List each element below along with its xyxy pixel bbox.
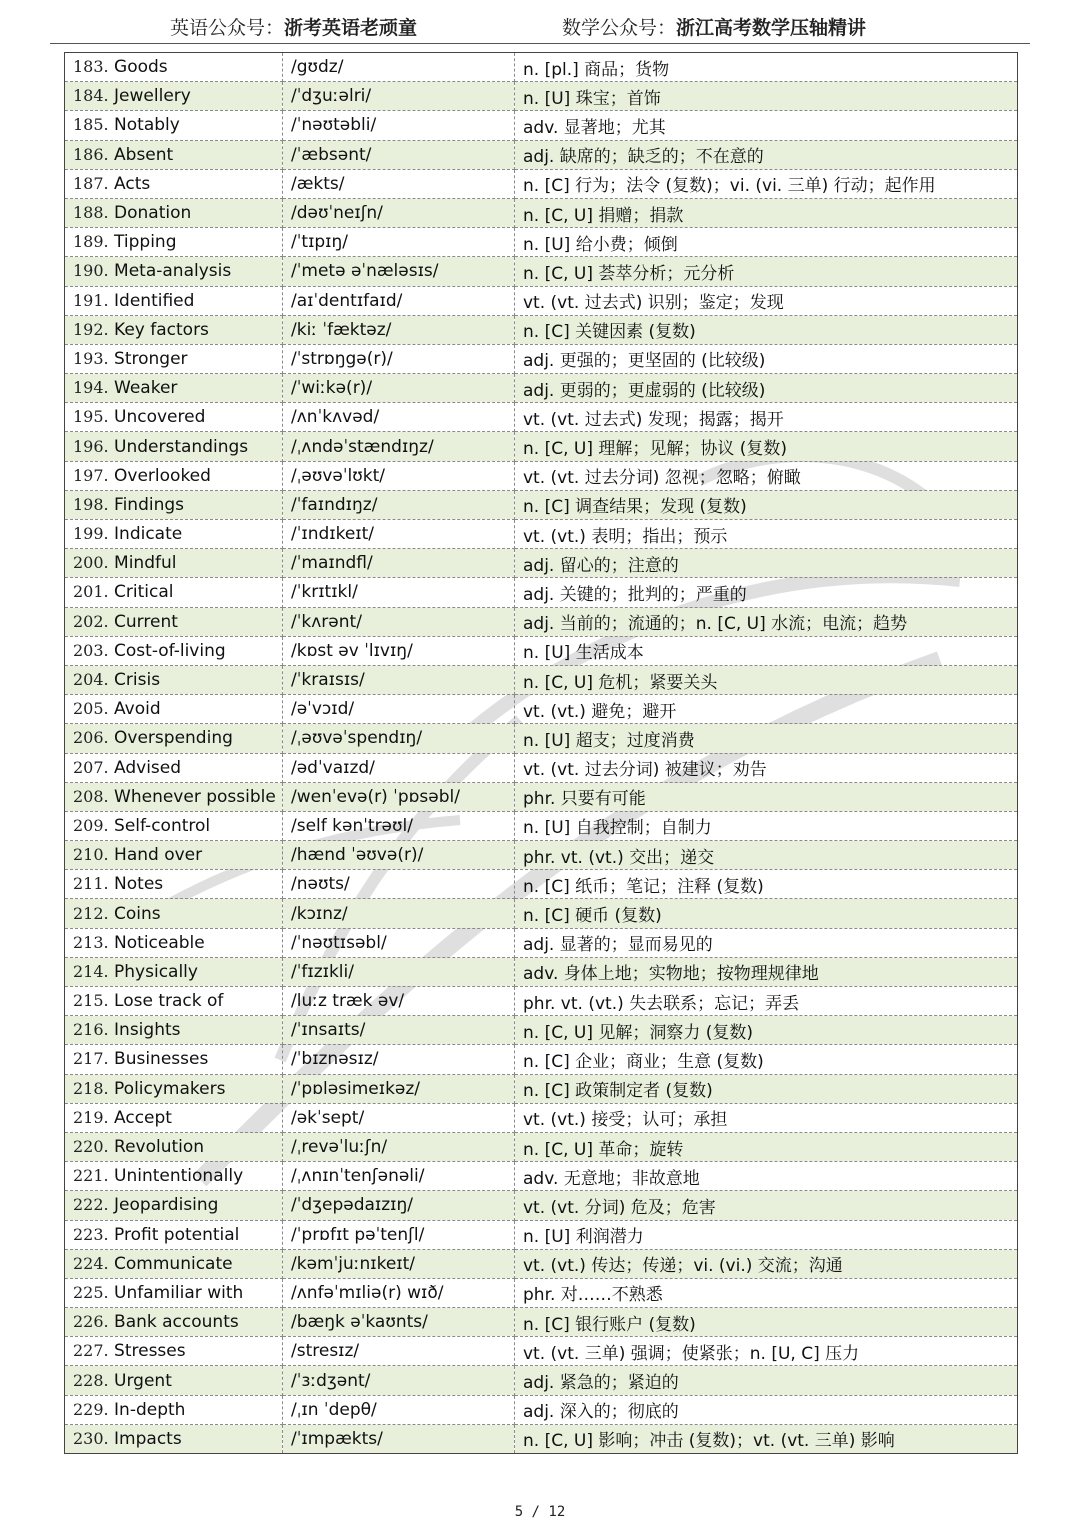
phonetic-cell: /ˌɪn ˈdepθ/: [283, 1395, 515, 1424]
entry-word: Overlooked: [114, 465, 211, 486]
phonetic-cell: /ˈmetə əˈnæləsɪs/: [283, 257, 515, 286]
entry-word: Noticeable: [114, 932, 205, 953]
meaning-cell: adj. 更强的；更坚固的 (比较级): [515, 344, 1018, 373]
phonetic-cell: /dəʊˈneɪʃn/: [283, 198, 515, 227]
word-cell: [65, 724, 283, 753]
meaning-cell: vt. (vt.) 接受；认可；承担: [515, 1103, 1018, 1132]
word-cell: [65, 899, 283, 928]
table-row: [65, 870, 1018, 899]
entry-word: In-depth: [114, 1399, 186, 1420]
word-cell: [65, 1132, 283, 1161]
phonetic-cell: /ˌəʊvəˈspendɪŋ/: [283, 724, 515, 753]
phonetic-cell: /ˈkraɪsɪs/: [283, 665, 515, 694]
meaning-cell: adj. 留心的；注意的: [515, 549, 1018, 578]
entry-word: Bank accounts: [114, 1312, 239, 1333]
entry-number: 200.: [73, 553, 109, 573]
table-row: [65, 257, 1018, 286]
entry-number: 186.: [73, 144, 109, 164]
math-account-name: 浙江高考数学压轴精讲: [676, 17, 867, 39]
entry-word: Self-control: [114, 815, 211, 836]
entry-number: 194.: [73, 378, 109, 398]
meaning-cell: phr. vt. (vt.) 交出；递交: [515, 841, 1018, 870]
entry-number: 205.: [73, 699, 109, 719]
table-row: [65, 1074, 1018, 1103]
word-cell: [65, 1424, 283, 1453]
word-cell: [65, 198, 283, 227]
meaning-cell: n. [C] 硬币 (复数): [515, 899, 1018, 928]
entry-number: 189.: [73, 232, 109, 252]
entry-number: 225.: [73, 1282, 109, 1302]
word-cell: [65, 432, 283, 461]
meaning-cell: n. [C] 银行账户 (复数): [515, 1308, 1018, 1337]
word-cell: [65, 1278, 283, 1307]
phonetic-cell: /ʌnfəˈmɪliə(r) wɪð/: [283, 1278, 515, 1307]
entry-word: Jewellery: [114, 86, 191, 107]
entry-word: Current: [114, 611, 178, 632]
entry-word: Impacts: [114, 1428, 182, 1449]
vocabulary-table: [64, 52, 1018, 1454]
phonetic-cell: /ˈdʒepədaɪzɪŋ/: [283, 1191, 515, 1220]
phonetic-cell: /luːz træk əv/: [283, 987, 515, 1016]
entry-number: 223.: [73, 1224, 109, 1244]
meaning-cell: n. [U] 超支；过度消费: [515, 724, 1018, 753]
page-header: [0, 10, 1080, 46]
phonetic-cell: /self kənˈtrəʊl/: [283, 811, 515, 840]
phonetic-cell: /ˌəʊvəˈlʊkt/: [283, 461, 515, 490]
entry-word: Unfamiliar with: [114, 1282, 244, 1303]
phonetic-cell: /ˈtɪpɪŋ/: [283, 228, 515, 257]
table-row: [65, 1249, 1018, 1278]
word-cell: [65, 1074, 283, 1103]
word-cell: [65, 1308, 283, 1337]
entry-number: 227.: [73, 1341, 109, 1361]
meaning-cell: adj. 显著的；显而易见的: [515, 928, 1018, 957]
meaning-cell: phr. 只要有可能: [515, 782, 1018, 811]
entry-word: Unintentionally: [114, 1166, 244, 1187]
phonetic-cell: /ˈbɪznəsɪz/: [283, 1045, 515, 1074]
phonetic-cell: /ˈæbsənt/: [283, 140, 515, 169]
word-cell: [65, 140, 283, 169]
entry-number: 208.: [73, 786, 109, 806]
word-cell: [65, 636, 283, 665]
entry-word: Crisis: [114, 670, 161, 691]
phonetic-cell: /ˈɪnsaɪts/: [283, 1016, 515, 1045]
phonetic-cell: /əkˈsept/: [283, 1103, 515, 1132]
table-row: [65, 374, 1018, 403]
phonetic-cell: /kiː ˈfæktəz/: [283, 315, 515, 344]
meaning-cell: n. [C] 行为；法令 (复数)；vi. (vi. 三单) 行动；起作用: [515, 169, 1018, 198]
meaning-cell: n. [C] 调查结果；发现 (复数): [515, 490, 1018, 519]
meaning-cell: vt. (vt. 过去分词) 忽视；忽略；俯瞰: [515, 461, 1018, 490]
entry-word: Stronger: [114, 348, 188, 369]
word-cell: [65, 695, 283, 724]
table-row: [65, 636, 1018, 665]
table-row: [65, 140, 1018, 169]
entry-number: 221.: [73, 1166, 109, 1186]
word-cell: [65, 374, 283, 403]
phonetic-cell: /ədˈvaɪzd/: [283, 753, 515, 782]
table-row: [65, 1278, 1018, 1307]
table-row: [65, 1337, 1018, 1366]
table-row: [65, 1220, 1018, 1249]
table-row: [65, 841, 1018, 870]
phonetic-cell: /kɒst əv ˈlɪvɪŋ/: [283, 636, 515, 665]
entry-word: Cost-of-living: [114, 640, 226, 661]
meaning-cell: n. [U] 给小费；倾倒: [515, 228, 1018, 257]
table-row: [65, 461, 1018, 490]
entry-word: Weaker: [114, 378, 178, 399]
word-cell: [65, 782, 283, 811]
entry-number: 219.: [73, 1107, 109, 1127]
phonetic-cell: /ʌnˈkʌvəd/: [283, 403, 515, 432]
entry-number: 183.: [73, 57, 109, 77]
entry-word: Overspending: [114, 728, 233, 749]
word-cell: [65, 1016, 283, 1045]
entry-word: Notably: [114, 115, 180, 136]
phonetic-cell: /əˈvɔɪd/: [283, 695, 515, 724]
entry-number: 216.: [73, 1020, 109, 1040]
entry-word: Profit potential: [114, 1224, 240, 1245]
entry-word: Mindful: [114, 553, 177, 574]
word-cell: [65, 461, 283, 490]
entry-number: 211.: [73, 874, 109, 894]
entry-number: 202.: [73, 611, 109, 631]
entry-number: 198.: [73, 494, 109, 514]
word-cell: [65, 987, 283, 1016]
table-row: [65, 665, 1018, 694]
entry-word: Stresses: [114, 1341, 186, 1362]
phonetic-cell: /ˈfɪzɪkli/: [283, 957, 515, 986]
entry-word: Accept: [114, 1107, 172, 1128]
word-cell: [65, 257, 283, 286]
phonetic-cell: /ˈɜːdʒənt/: [283, 1366, 515, 1395]
table-row: [65, 1308, 1018, 1337]
table-row: [65, 1045, 1018, 1074]
meaning-cell: vt. (vt. 过去分词) 被建议；劝告: [515, 753, 1018, 782]
word-cell: [65, 928, 283, 957]
table-row: [65, 695, 1018, 724]
word-cell: [65, 490, 283, 519]
word-cell: [65, 1366, 283, 1395]
meaning-cell: n. [C] 关键因素 (复数): [515, 315, 1018, 344]
entry-word: Uncovered: [114, 407, 206, 428]
entry-word: Absent: [114, 144, 174, 165]
table-row: [65, 549, 1018, 578]
table-row: [65, 198, 1018, 227]
table-row: [65, 1366, 1018, 1395]
word-cell: [65, 549, 283, 578]
entry-word: Jeopardising: [114, 1195, 219, 1216]
table-row: [65, 811, 1018, 840]
meaning-cell: vt. (vt.) 表明；指出；预示: [515, 520, 1018, 549]
word-cell: [65, 841, 283, 870]
phonetic-cell: /ˈstrɒŋgə(r)/: [283, 344, 515, 373]
entry-number: 213.: [73, 932, 109, 952]
phonetic-cell: /ˈɪmpækts/: [283, 1424, 515, 1453]
entry-number: 191.: [73, 290, 109, 310]
phonetic-cell: /ˈɪndɪkeɪt/: [283, 520, 515, 549]
table-row: [65, 53, 1018, 82]
entry-word: Understandings: [114, 436, 249, 457]
entry-word: Hand over: [114, 845, 203, 866]
word-cell: [65, 607, 283, 636]
table-row: [65, 344, 1018, 373]
entry-number: 185.: [73, 115, 109, 135]
phonetic-cell: /ˈpɒləsimeɪkəz/: [283, 1074, 515, 1103]
table-row: [65, 1191, 1018, 1220]
phonetic-cell: /bæŋk əˈkaʊnts/: [283, 1308, 515, 1337]
entry-word: Goods: [114, 57, 168, 78]
phonetic-cell: /ˈprɒfɪt pəˈtenʃl/: [283, 1220, 515, 1249]
entry-number: 184.: [73, 86, 109, 106]
entry-number: 206.: [73, 728, 109, 748]
table-row: [65, 111, 1018, 140]
english-account-name: 浙考英语老顽童: [284, 17, 418, 39]
word-cell: [65, 1045, 283, 1074]
word-cell: [65, 1162, 283, 1191]
entry-number: 197.: [73, 465, 109, 485]
word-cell: [65, 1191, 283, 1220]
meaning-cell: vt. (vt.) 传达；传递；vi. (vi.) 交流；沟通: [515, 1249, 1018, 1278]
entry-number: 218.: [73, 1078, 109, 1098]
meaning-cell: n. [C, U] 危机；紧要关头: [515, 665, 1018, 694]
table-row: [65, 607, 1018, 636]
meaning-cell: vt. (vt. 三单) 强调；使紧张；n. [U, C] 压力: [515, 1337, 1018, 1366]
meaning-cell: n. [C, U] 影响；冲击 (复数)；vt. (vt. 三单) 影响: [515, 1424, 1018, 1453]
entry-word: Revolution: [114, 1137, 205, 1158]
english-account-label: 英语公众号：浙考英语老顽童: [170, 17, 418, 39]
phonetic-cell: /ˈwiːkə(r)/: [283, 374, 515, 403]
table-row: [65, 928, 1018, 957]
phonetic-cell: /ˈkrɪtɪkl/: [283, 578, 515, 607]
word-cell: [65, 169, 283, 198]
phonetic-cell: /hænd ˈəʊvə(r)/: [283, 841, 515, 870]
meaning-cell: n. [C, U] 见解；洞察力 (复数): [515, 1016, 1018, 1045]
entry-word: Critical: [114, 582, 174, 603]
entry-number: 196.: [73, 436, 109, 456]
meaning-cell: phr. vt. (vt.) 失去联系；忘记；弄丢: [515, 987, 1018, 1016]
meaning-cell: n. [C, U] 革命；旋转: [515, 1132, 1018, 1161]
page-number: 5 / 12: [514, 1504, 566, 1520]
meaning-cell: n. [C, U] 理解；见解；协议 (复数): [515, 432, 1018, 461]
phonetic-cell: /ˈmaɪndfl/: [283, 549, 515, 578]
phonetic-cell: /kəmˈjuːnɪkeɪt/: [283, 1249, 515, 1278]
entry-number: 228.: [73, 1370, 109, 1390]
phonetic-cell: /ˈdʒuːəlri/: [283, 82, 515, 111]
phonetic-cell: /wenˈevə(r) ˈpɒsəbl/: [283, 782, 515, 811]
entry-number: 220.: [73, 1137, 109, 1157]
table-row: [65, 782, 1018, 811]
word-cell: [65, 315, 283, 344]
entry-word: Insights: [114, 1020, 181, 1041]
entry-number: 224.: [73, 1253, 109, 1273]
word-cell: [65, 53, 283, 82]
entry-word: Advised: [114, 757, 182, 778]
entry-word: Tipping: [114, 232, 177, 253]
phonetic-cell: /ˈnəʊtɪsəbl/: [283, 928, 515, 957]
meaning-cell: n. [U] 生活成本: [515, 636, 1018, 665]
entry-word: Identified: [114, 290, 195, 311]
table-row: [65, 753, 1018, 782]
phonetic-cell: /nəʊts/: [283, 870, 515, 899]
meaning-cell: n. [U] 利润潜力: [515, 1220, 1018, 1249]
word-cell: [65, 753, 283, 782]
entry-word: Avoid: [114, 699, 161, 720]
word-cell: [65, 520, 283, 549]
entry-number: 195.: [73, 407, 109, 427]
phonetic-cell: /kɔɪnz/: [283, 899, 515, 928]
entry-word: Policymakers: [114, 1078, 226, 1099]
entry-number: 192.: [73, 319, 109, 339]
table-row: [65, 520, 1018, 549]
word-cell: [65, 82, 283, 111]
entry-number: 222.: [73, 1195, 109, 1215]
entry-word: Findings: [114, 494, 185, 515]
meaning-cell: adj. 紧急的；紧迫的: [515, 1366, 1018, 1395]
word-cell: [65, 344, 283, 373]
meaning-cell: n. [U] 自我控制；自制力: [515, 811, 1018, 840]
table-row: [65, 490, 1018, 519]
entry-number: 229.: [73, 1399, 109, 1419]
table-row: [65, 1016, 1018, 1045]
entry-word: Businesses: [114, 1049, 209, 1070]
meaning-cell: n. [C] 企业；商业；生意 (复数): [515, 1045, 1018, 1074]
word-cell: [65, 228, 283, 257]
table-row: [65, 1132, 1018, 1161]
meaning-cell: phr. 对……不熟悉: [515, 1278, 1018, 1307]
entry-word: Donation: [114, 203, 192, 224]
header-divider: [50, 43, 1030, 44]
table-row: [65, 432, 1018, 461]
table-row: [65, 578, 1018, 607]
entry-number: 207.: [73, 757, 109, 777]
meaning-cell: adv. 无意地；非故意地: [515, 1162, 1018, 1191]
meaning-cell: n. [C] 纸币；笔记；注释 (复数): [515, 870, 1018, 899]
entry-word: Indicate: [114, 524, 183, 545]
phonetic-cell: /ˈkʌrənt/: [283, 607, 515, 636]
word-cell: [65, 1337, 283, 1366]
meaning-cell: n. [U] 珠宝；首饰: [515, 82, 1018, 111]
table-row: [65, 286, 1018, 315]
meaning-cell: adv. 显著地；尤其: [515, 111, 1018, 140]
table-row: [65, 1103, 1018, 1132]
entry-number: 214.: [73, 961, 109, 981]
meaning-cell: n. [pl.] 商品；货物: [515, 53, 1018, 82]
entry-word: Physically: [114, 961, 198, 982]
entry-word: Acts: [114, 173, 151, 194]
table-row: [65, 169, 1018, 198]
word-cell: [65, 870, 283, 899]
meaning-cell: n. [C] 政策制定者 (复数): [515, 1074, 1018, 1103]
entry-number: 212.: [73, 903, 109, 923]
word-cell: [65, 286, 283, 315]
meaning-cell: vt. (vt. 过去式) 识别；鉴定；发现: [515, 286, 1018, 315]
meaning-cell: adj. 缺席的；缺乏的；不在意的: [515, 140, 1018, 169]
meaning-cell: vt. (vt. 分词) 危及；危害: [515, 1191, 1018, 1220]
table-row: [65, 1395, 1018, 1424]
table-row: [65, 228, 1018, 257]
entry-number: 217.: [73, 1049, 109, 1069]
meaning-cell: adv. 身体上地；实物地；按物理规律地: [515, 957, 1018, 986]
vocabulary-table-body: [65, 53, 1018, 1454]
table-row: [65, 82, 1018, 111]
entry-number: 209.: [73, 815, 109, 835]
phonetic-cell: /ˈnəʊtəbli/: [283, 111, 515, 140]
entry-number: 230.: [73, 1428, 109, 1448]
entry-word: Coins: [114, 903, 161, 924]
phonetic-cell: /gʊdz/: [283, 53, 515, 82]
entry-number: 193.: [73, 348, 109, 368]
phonetic-cell: /ˌʌnɪnˈtenʃənəli/: [283, 1162, 515, 1191]
entry-number: 201.: [73, 582, 109, 602]
meaning-cell: adj. 当前的；流通的；n. [C, U] 水流；电流；趋势: [515, 607, 1018, 636]
entry-word: Whenever possible: [114, 786, 276, 807]
word-cell: [65, 1220, 283, 1249]
entry-word: Key factors: [114, 319, 209, 340]
entry-word: Notes: [114, 874, 164, 895]
meaning-cell: n. [C, U] 荟萃分析；元分析: [515, 257, 1018, 286]
entry-number: 199.: [73, 524, 109, 544]
meaning-cell: adj. 深入的；彻底的: [515, 1395, 1018, 1424]
table-row: [65, 1424, 1018, 1453]
table-row: [65, 1162, 1018, 1191]
table-row: [65, 403, 1018, 432]
word-cell: [65, 578, 283, 607]
word-cell: [65, 1249, 283, 1278]
meaning-cell: vt. (vt. 过去式) 发现；揭露；揭开: [515, 403, 1018, 432]
table-row: [65, 315, 1018, 344]
phonetic-cell: /aɪˈdentɪfaɪd/: [283, 286, 515, 315]
entry-word: Meta-analysis: [114, 261, 232, 282]
phonetic-cell: /ˌʌndəˈstændɪŋz/: [283, 432, 515, 461]
table-row: [65, 899, 1018, 928]
entry-number: 210.: [73, 845, 109, 865]
entry-word: Communicate: [114, 1253, 233, 1274]
word-cell: [65, 957, 283, 986]
entry-number: 226.: [73, 1312, 109, 1332]
phonetic-cell: /ˌrevəˈluːʃn/: [283, 1132, 515, 1161]
entry-number: 188.: [73, 203, 109, 223]
word-cell: [65, 665, 283, 694]
phonetic-cell: /ækts/: [283, 169, 515, 198]
entry-number: 215.: [73, 991, 109, 1011]
entry-number: 203.: [73, 640, 109, 660]
entry-word: Urgent: [114, 1370, 172, 1391]
phonetic-cell: /ˈfaɪndɪŋz/: [283, 490, 515, 519]
math-account-label: 数学公众号：浙江高考数学压轴精讲: [562, 17, 867, 39]
entry-word: Lose track of: [114, 991, 224, 1012]
word-cell: [65, 1395, 283, 1424]
word-cell: [65, 111, 283, 140]
meaning-cell: n. [C, U] 捐赠；捐款: [515, 198, 1018, 227]
word-cell: [65, 403, 283, 432]
meaning-cell: adj. 更弱的；更虚弱的 (比较级): [515, 374, 1018, 403]
entry-number: 190.: [73, 261, 109, 281]
table-row: [65, 987, 1018, 1016]
entry-number: 204.: [73, 670, 109, 690]
entry-number: 187.: [73, 173, 109, 193]
table-row: [65, 957, 1018, 986]
phonetic-cell: /stresɪz/: [283, 1337, 515, 1366]
table-row: [65, 724, 1018, 753]
meaning-cell: adj. 关键的；批判的；严重的: [515, 578, 1018, 607]
word-cell: [65, 811, 283, 840]
word-cell: [65, 1103, 283, 1132]
meaning-cell: vt. (vt.) 避免；避开: [515, 695, 1018, 724]
